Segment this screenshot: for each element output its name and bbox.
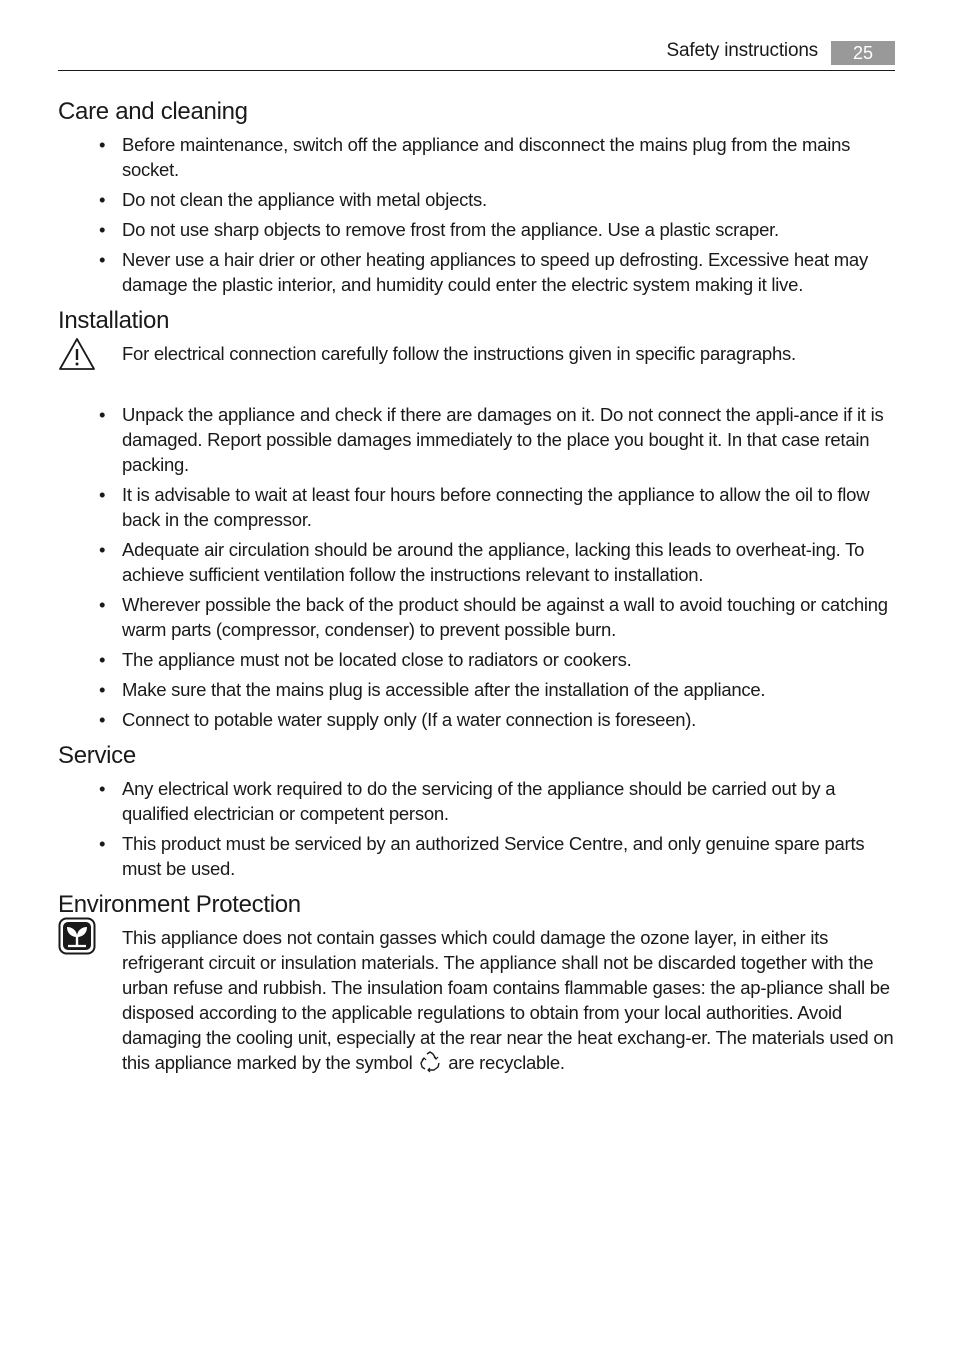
list-item: • It is advisable to wait at least four hours before connecting the appliance to allow the oil to flow back in the compressor. <box>122 482 898 532</box>
page-header <box>58 38 895 71</box>
care-heading: Care and cleaning <box>58 98 248 125</box>
environment-text-end: are recyclable. <box>448 1052 565 1073</box>
page-content <box>58 98 898 1089</box>
service-section <box>58 742 898 881</box>
list-item: • Any electrical work required to do the servicing of the appliance should be carried out by a qualified electrician or competent person. <box>122 776 898 826</box>
environment-text: This appliance does not contain gasses which could damage the ozone layer, in either its refrigerant circuit or insulation materials. The appliance shall not be discarded together with the urban refuse and rubbish. The insulation foam contains flammable gases: the ap-pliance shall be disposed according to the applicable regulations to obtain from your local authorities. Avoid damaging the cooling unit, especially at the rear near the heat exchang-er. The materials used on this appliance marked by the symbol <box>122 927 894 1073</box>
care-list <box>58 132 898 297</box>
installation-section <box>58 307 898 732</box>
list-item: • Do not use sharp objects to remove frost from the appliance. Use a plastic scraper. <box>122 217 898 242</box>
header-title: Safety instructions <box>666 40 818 61</box>
environment-heading: Environment Protection <box>58 891 301 918</box>
environment-plant-icon <box>58 917 96 961</box>
list-item: • Never use a hair drier or other heating appliances to speed up defrosting. Excessive heat may damage the plastic interior, and humidity could enter the electric system making it live. <box>122 247 898 297</box>
service-heading: Service <box>58 742 136 769</box>
list-item: • This product must be serviced by an authorized Service Centre, and only genuine spare parts must be used. <box>122 831 898 881</box>
list-item: • Unpack the appliance and check if there are damages on it. Do not connect the appli-ance if it is damaged. Report possible damages immediately to the place you bought it. In that case retain packing. <box>122 402 898 477</box>
installation-list <box>58 402 898 732</box>
list-item: • Wherever possible the back of the product should be against a wall to avoid touching or catching warm parts (compressor, condenser) to prevent possible burn. <box>122 592 898 642</box>
list-item: • Connect to potable water supply only (If a water connection is foreseen). <box>122 707 898 732</box>
list-item: • Adequate air circulation should be around the appliance, lacking this leads to overheat-ing. To achieve sufficient ventilation follow the instructions relevant to installation. <box>122 537 898 587</box>
list-item: • Make sure that the mains plug is accessible after the installation of the appliance. <box>122 677 898 702</box>
page-number: 25 <box>831 41 895 65</box>
list-item: • Before maintenance, switch off the appliance and disconnect the mains plug from the mains socket. <box>122 132 898 182</box>
list-item: • Do not clean the appliance with metal objects. <box>122 187 898 212</box>
warning-text: For electrical connection carefully follow the instructions given in specific paragraphs. <box>122 343 796 364</box>
installation-heading: Installation <box>58 307 170 334</box>
environment-section <box>58 891 898 1079</box>
installation-warning <box>58 341 898 366</box>
recycle-icon <box>419 1051 441 1079</box>
environment-note <box>58 925 898 1079</box>
warning-triangle-icon <box>58 337 96 377</box>
service-list <box>58 776 898 881</box>
care-section <box>58 98 898 297</box>
list-item: • The appliance must not be located close to radiators or cookers. <box>122 647 898 672</box>
